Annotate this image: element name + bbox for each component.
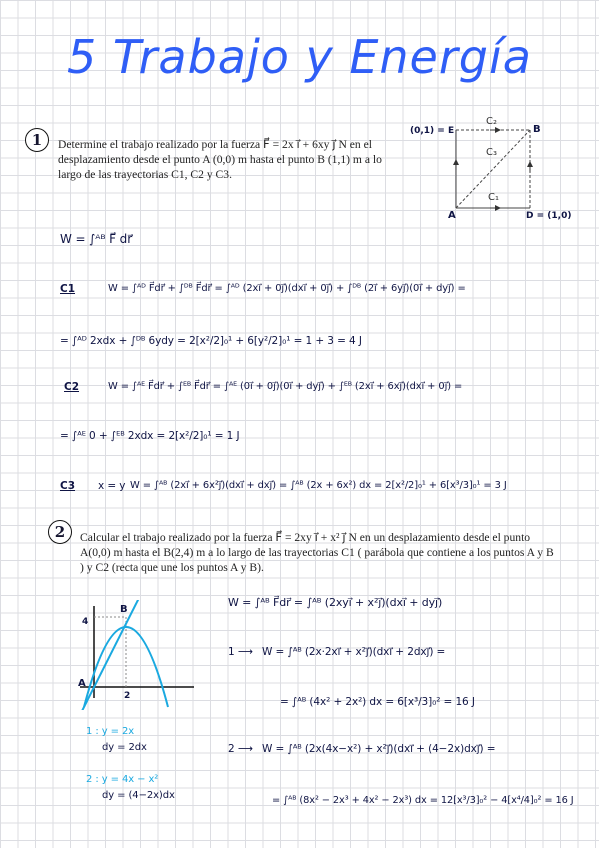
- p2-path-2-label: 2 ⟶: [228, 743, 253, 755]
- problem-1-number: 1: [25, 128, 49, 152]
- problem-1-statement: Determine el trabajo realizado por la fuerza F⃗ = 2x i⃗ + 6xy j⃗ N en el desplazamiento desde el punto A (0,0) m hasta el punto B (1,1) m a lo largo de las trayectorias C1, C2 y C3.: [58, 138, 382, 181]
- point-e-label: (0,1) = E: [410, 126, 455, 136]
- c1-equation-line-1: W = ∫ᴬᴰ F⃗dr⃗ + ∫ᴰᴮ F⃗dr⃗ = ∫ᴬᴰ (2xi⃗ + 0j⃗)(dxi⃗ + 0j⃗) + ∫ᴰᴮ (2i⃗ + 6yj⃗)(0i⃗ + dyj⃗) =: [108, 283, 466, 294]
- p1-work-definition: W = ∫ᴬᴮ F⃗ dr⃗: [60, 232, 133, 246]
- point-a-label: A: [448, 210, 456, 221]
- p2-work-definition: W = ∫ᴬᴮ F⃗dr⃗ = ∫ᴬᴮ (2xyi⃗ + x²j⃗)(dxi⃗ + dyj⃗): [228, 596, 443, 609]
- c1-label: C₁: [488, 192, 499, 203]
- path-1-y: 1 : y = 2x: [86, 726, 135, 737]
- page-title: 5 Trabajo y Energía: [67, 30, 532, 84]
- problem-2-number: 2: [48, 520, 72, 544]
- x-tick-2: 2: [124, 691, 131, 701]
- c1-equation-line-2: = ∫ᴬᴰ 2xdx + ∫ᴰᴮ 6ydy = 2[x²/2]₀¹ + 6[y²/2]₀¹ = 1 + 3 = 4 J: [60, 335, 362, 347]
- p2-path-1-line-2: = ∫ᴬᴮ (4x² + 2x²) dx = 6[x³/3]₀² = 16 J: [280, 696, 475, 708]
- c1-section-label: C1: [60, 283, 76, 295]
- path-2-equation: [86, 774, 158, 785]
- point-b-label: B: [120, 604, 128, 615]
- p2-path-2-line-2: = ∫ᴬᴮ (8x² − 2x³ + 4x² − 2x³) dx = 12[x³/3]₀² − 4[x⁴/4]₀² = 16 J: [272, 795, 574, 806]
- problem-2-statement: Calcular el trabajo realizado por la fuerza F⃗ = 2xy i⃗ + x² j⃗ N en un desplazamiento desde el punto A(0,0) m hasta el B(2,4) m a lo largo de las trayectorias C1 ( parábola que contiene a los puntos A y B ) y C2 (recta que une los puntos A y B).: [80, 531, 554, 574]
- p2-path-2-line-1: W = ∫ᴬᴮ (2x(4x−x²) + x²j⃗)(dxi⃗ + (4−2x)dxj⃗) =: [262, 743, 496, 755]
- c2-equation-line-1: W = ∫ᴬᴱ F⃗dr⃗ + ∫ᴱᴮ F⃗dr⃗ = ∫ᴬᴱ (0i⃗ + 0j⃗)(0i⃗ + dyj⃗) + ∫ᴱᴮ (2xi⃗ + 6xj⃗)(dxi⃗ + 0j⃗) =: [108, 381, 463, 392]
- point-a-label: A: [78, 678, 86, 689]
- c3-equation: W = ∫ᴬᴮ (2xi⃗ + 6x²j⃗)(dxi⃗ + dxj⃗) = ∫ᴬᴮ (2x + 6x²) dx = 2[x²/2]₀¹ + 6[x³/3]₀¹ = 3 J: [130, 480, 507, 491]
- problem-2-graph: [72, 600, 202, 710]
- c3-condition: x = y: [98, 480, 126, 492]
- c2-section-label: C2: [64, 381, 80, 393]
- point-b-label: B: [533, 124, 541, 135]
- path-2-y: 2 : y = 4x − x²: [86, 774, 159, 785]
- c2-equation-line-2: = ∫ᴬᴱ 0 + ∫ᴱᴮ 2xdx = 2[x²/2]₀¹ = 1 J: [60, 430, 240, 442]
- c3-label: C₃: [486, 147, 497, 158]
- p2-path-1-line-1: W = ∫ᴬᴮ (2x·2xi⃗ + x²j⃗)(dxi⃗ + 2dxj⃗) =: [262, 646, 446, 658]
- c2-label: C₂: [486, 116, 497, 127]
- y-tick-4: 4: [82, 617, 89, 627]
- c3-section-label: C3: [60, 480, 76, 492]
- path-1-equation: [86, 726, 134, 737]
- problem-1-path-diagram: [408, 110, 578, 222]
- p2-path-1-label: 1 ⟶: [228, 646, 253, 658]
- path-1-derivative: dy = 2dx: [102, 742, 147, 753]
- path-2-derivative: dy = (4−2x)dx: [102, 790, 175, 801]
- point-d-label: D = (1,0): [526, 211, 572, 221]
